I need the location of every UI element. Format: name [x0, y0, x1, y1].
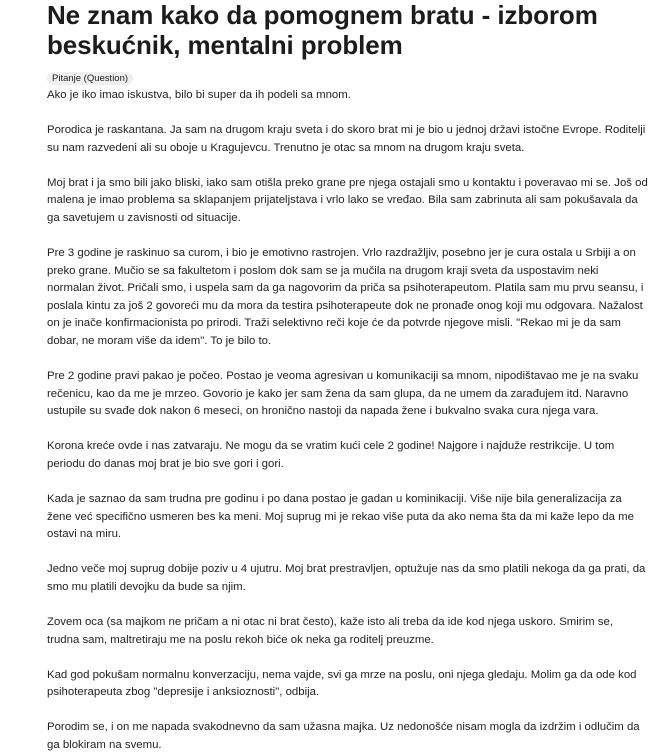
- post-paragraph-4: Pre 3 godine je raskinuo sa curom, i bio je emotivno rastrojen. Vrlo razdražljiv, posebno jer je cura ostala u Srbiji a on preko grane. Mučio se sa fakultetom i poslom dok sam se ja mučila na drugom kraji sveta da uspostavim neki normalan život. Pričali smo, i uspela sam da ga nagovorim da priča sa psihoterapeutom. Platila sam mu prvu seansu, i poslala kintu za još 2 govoreći mu da mora da testira psihoterapeute dok ne pronađe onog koji mu odgovara. Nažalost on je inače konfirmacionista po prirodi. Traži selektivno reči koje će da potvrde njegove misli. "Rekao mi je da sam dobar, ne moram više da idem". To je bilo to.: [47, 247, 644, 348]
- post-flair[interactable]: Pitanje (Question): [47, 72, 133, 85]
- post-paragraph-8: Jedno veče moj suprug dobije poziv u 4 ujutru. Moj brat prestravljen, optužuje nas da smo platili nekoga da ga prati, da smo mu platili devojku da bude sa njim.: [47, 563, 646, 593]
- post-paragraph-9: Zovem oca (sa majkom ne pričam a ni otac ni brat često), kaže isto ali treba da ide kod njega uskoro. Smirim se, trudna sam, maltretiraju me na poslu rekoh biće ok neka ga roditelj preuzme.: [47, 616, 613, 646]
- post-paragraph-11: Porodim se, i on me napada svakodnevno da sam užasna majka. Uz nedonošće nisam mogla da izdržim i odlučim da ga blokiram na svemu.: [47, 721, 640, 752]
- post-paragraph-10: Kad god pokušam normalnu konverzaciju, nema vajde, svi ga mrze na poslu, oni njega gledaju. Molim ga da ode kod psihoterapeuta zbog "depresije i anksioznosti", odbija.: [47, 668, 637, 699]
- flair-row: [47, 68, 648, 82]
- post-paragraph-1: Ako je iko imao iskustva, bilo bi super da ih podeli sa mnom.: [47, 89, 351, 101]
- post-paragraph-6: Korona kreće ovde i nas zatvaraju. Ne mogu da se vratim kući cele 2 godine! Najgore i najduže restrikcije. U tom periodu do danas moj brat je bio sve gori i gori.: [47, 440, 615, 470]
- post-paragraph-3: Moj brat i ja smo bili jako bliski, iako sam otišla preko grane pre njega ostajali smo u kontaktu i poveravao mi se. Još od malena je imao problema sa sklapanjem prijateljstava i vrlo lako se vređao. Bila sam zabrinuta ali sam pokušavala da ga savetujem u zavisnosti od situacije.: [47, 176, 648, 224]
- post-title: Ne znam kako da pomognem bratu - izborom beskućnik, mentalni problem: [47, 0, 598, 60]
- post-paragraph-7: Kada je saznao da sam trudna pre godinu i po dana postao je gadan u kominikaciji. Više nije bila generalizacija za žene već specifično usmeren bes ka meni. Moj suprug mi je rekao više puta da ako nema šta da mi kaže lepo da me ostavi na miru.: [47, 493, 634, 541]
- post-paragraph-5: Pre 2 godine pravi pakao je počeo. Postao je veoma agresivan u komunikaciji sa mnom, nipodištavao me je na svaku rečenicu, kao da me je mrzeo. Govorio je kako jer sam žena da sam glupa, da ne umem da zarađujem itd. Naravno ustupile su svađe dok nakon 6 meseci, on hronično nastoji da napada žene i bukvalno svaka cura njega vara.: [47, 370, 639, 418]
- post-paragraph-2: Porodica je raskantana. Ja sam na drugom kraju sveta i do skoro brat mi je bio u jednoj državi istočne Evrope. Roditelji su nam razvedeni ali su oboje u Kragujevcu. Trenutno je otac sa mnom na drugom kraju sveta.: [47, 124, 646, 154]
- post-body: [47, 87, 648, 755]
